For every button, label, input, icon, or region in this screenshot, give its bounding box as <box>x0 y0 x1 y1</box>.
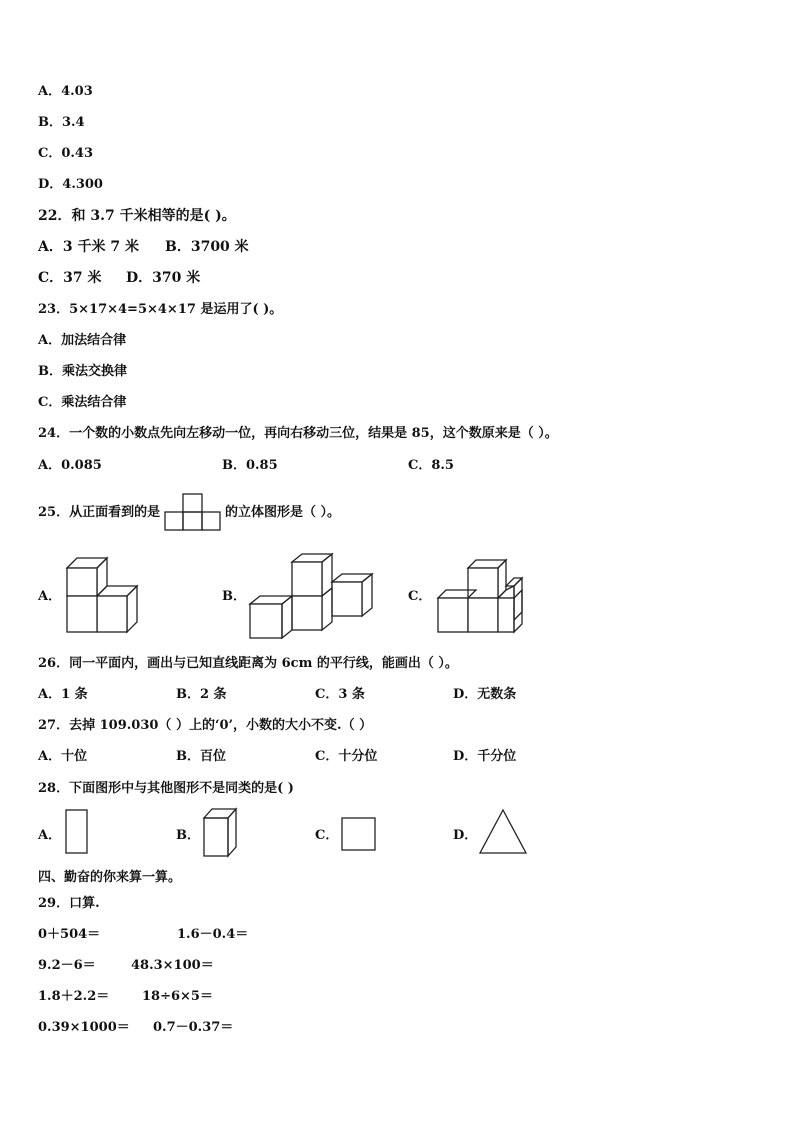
q24-option-b: B．0.85 <box>222 458 278 473</box>
q25-option-b-label: B． <box>222 589 246 604</box>
q27-option-b: B．百位 <box>176 749 226 764</box>
q29-row3-left: 1.8＋2.2＝ <box>38 989 110 1004</box>
q27-option-d: D．千分位 <box>453 749 517 764</box>
q28-option-b-label: B． <box>176 828 200 843</box>
q26-option-b: B．2 条 <box>176 687 227 702</box>
q22-option-a: A．3 千米 7 米 <box>38 239 139 255</box>
q23-option-b: B．乘法交换律 <box>38 364 127 379</box>
q25-stem-suffix: 的立体图形是（ ）。 <box>225 505 341 520</box>
front-view-middle-square <box>183 512 202 530</box>
q28-option-c-label: C． <box>315 828 339 843</box>
q28-stem: 28．下面图形中与其他图形不是同类的是( ) <box>38 781 294 796</box>
q28-rectangle-figure <box>64 808 90 856</box>
q26-option-c: C．3 条 <box>315 687 365 702</box>
front-view-left-square <box>165 512 183 530</box>
q28-square-figure <box>340 816 378 854</box>
q23-stem: 23．5×17×4=5×4×17 是运用了( )。 <box>38 302 283 317</box>
q29-row1-right: 1.6－0.4＝ <box>177 927 249 942</box>
q21-option-d: D．4.300 <box>38 177 103 192</box>
q23-option-a: A．加法结合律 <box>38 333 127 348</box>
q21-option-b: B．3.4 <box>38 115 85 130</box>
q21-option-c: C．0.43 <box>38 146 94 161</box>
q25-option-a-figure <box>60 554 150 638</box>
section-title: 四、勤奋的你来算一算。 <box>38 870 182 885</box>
q24-option-c: C．8.5 <box>408 458 454 473</box>
q24-stem: 24．一个数的小数点先向左移动一位，再向右移动三位，结果是 85，这个数原来是（ ）。 <box>38 426 558 441</box>
q28-option-a-label: A． <box>38 828 62 843</box>
q29-row2-right: 48.3×100＝ <box>131 958 214 973</box>
q21-option-a: A．4.03 <box>38 84 93 99</box>
q25-option-a-label: A． <box>38 589 62 604</box>
q22-option-b: B．3700 米 <box>165 239 249 255</box>
q22-option-c: C．37 米 <box>38 270 102 286</box>
q25-option-c-label: C． <box>408 589 432 604</box>
q25-option-c-figure <box>434 556 526 636</box>
q27-option-c: C．十分位 <box>315 749 378 764</box>
q28-triangle-figure <box>478 808 530 856</box>
q29-stem: 29．口算. <box>38 896 100 911</box>
q29-row2-left: 9.2－6＝ <box>38 958 96 973</box>
q29-row4-right: 0.7－0.37＝ <box>153 1020 234 1035</box>
q26-option-a: A．1 条 <box>38 687 88 702</box>
q28-option-d-label: D． <box>453 828 478 843</box>
q29-row1-left: 0＋504＝ <box>38 927 101 942</box>
q25-option-b-figure <box>246 550 381 642</box>
q29-row3-right: 18÷6×5＝ <box>142 989 213 1004</box>
q22-stem: 22．和 3.7 千米相等的是( )。 <box>38 208 236 224</box>
q24-option-a: A．0.085 <box>38 458 102 473</box>
q22-option-d: D．370 米 <box>126 270 201 286</box>
front-view-figure <box>164 493 222 531</box>
q27-option-a: A．十位 <box>38 749 88 764</box>
q25-stem-prefix: 25．从正面看到的是 <box>38 505 161 520</box>
q27-stem: 27．去掉 109.030（ ）上的‘0’，小数的大小不变.（ ） <box>38 718 373 733</box>
front-view-top-square <box>183 494 202 512</box>
front-view-right-square <box>202 512 220 530</box>
q23-option-c: C．乘法结合律 <box>38 395 127 410</box>
q26-option-d: D．无数条 <box>453 687 517 702</box>
q28-cuboid-figure <box>200 806 240 860</box>
q29-row4-left: 0.39×1000＝ <box>38 1020 130 1035</box>
q26-stem: 26．同一平面内，画出与已知直线距离为 6cm 的平行线，能画出（ ）。 <box>38 656 458 671</box>
